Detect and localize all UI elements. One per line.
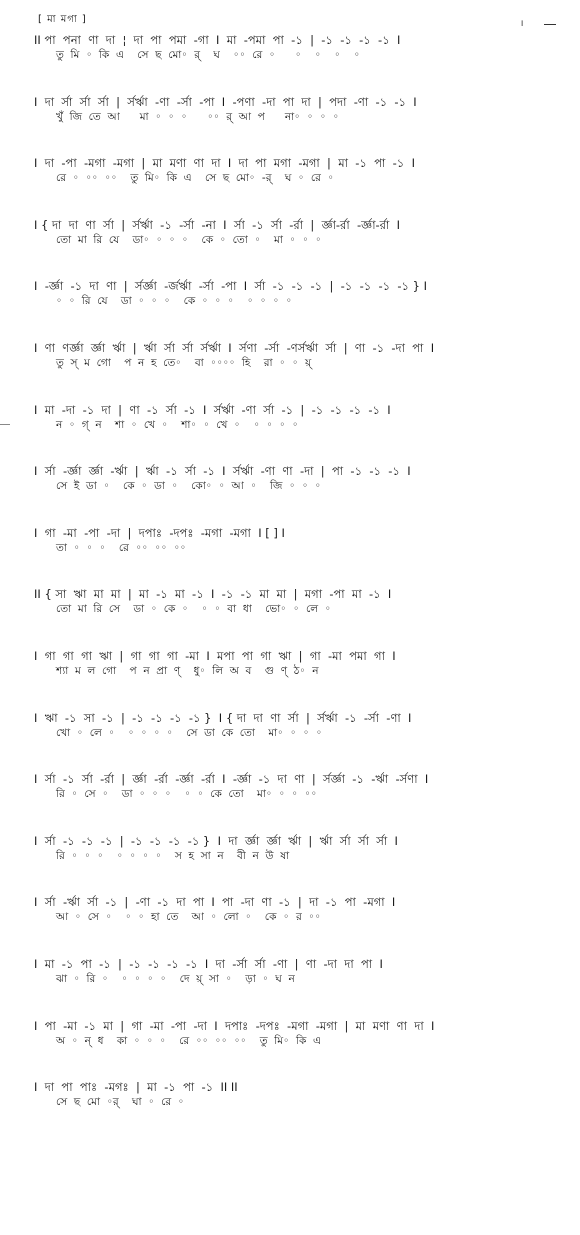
swara-line: I র্সা -র্জ্ঞা র্জ্ঞা -র্ঋা | র্ঋা -১ র্সা -১ I র্সর্ঋা -ণা ণা -দা | পা -১ -১ -১ I [34,464,411,479]
lyric-line: খুঁ জি তে আ মা ◦ ◦ ◦ ◦◦ র্ আ প না◦ ◦ ◦ ◦ [56,110,339,123]
lyric-line: তো মা রি সে ডা ◦ কে ◦ ◦ ◦ বা ধা ভো◦ ◦ লে ◦ [56,603,331,616]
lyric-line: সে ছ মো ◦র্ ঘা ◦ রে ◦ [56,1096,185,1109]
notation-block [34,1018,552,1080]
lyric-line: অ ◦ ন্ ধ কা ◦ ◦ ◦ রে ◦◦ ◦◦ ◦◦ তু মি◦ কি এ [56,1034,322,1047]
lyric-line: সে ই ডা ◦ কে ◦ ডা ◦ কো◦ ◦ আ ◦ জি ◦ ◦ ◦ [56,480,322,493]
notation-block [34,94,552,156]
notation-block [34,710,552,772]
swara-line: II { সা ঋা মা মা | মা -১ মা -১ I -১ -১ মা মা | মগা -পা মা -১ I [34,587,392,602]
notation-block [34,586,552,648]
notation-block [34,155,552,217]
lyric-line: শ্যা ম ল গো প ন প্রা ণ্ ধু◦ লি অ ব গু ণ্ ঠ◦ ন [56,664,319,677]
swara-line: I গা -মা -পা -দা | দপাঃ -দপঃ -মগা -মগা I [ ] I [34,525,285,540]
lyric-line: তো মা রি যে ডা◦ ◦ ◦ ◦ কে ◦ তো ◦ মা ◦ ◦ ◦ [56,233,322,246]
swara-line: I মা -দা -১ দা | ণা -১ র্সা -১ I র্সর্ঋা -ণা র্সা -১ | -১ -১ -১ -১ I [34,402,391,417]
swara-line: I দা পা পাঃ -মগঃ | মা -১ পা -১ II II [34,1080,238,1095]
swara-line: I র্সা -র্ঋা র্সা -১ | -ণা -১ দা পা I পা -দা ণা -১ | দা -১ পা -মগা I [34,895,396,910]
corner-mark: । [520,19,524,29]
lyric-line: ঝা ◦ রি ◦ ◦ ◦ ◦ ◦ দে য়্ সা ◦ ড়া ◦ ঘ ন [56,972,295,985]
notation-block [34,278,552,340]
notation-block [34,525,552,587]
lyric-line: রে ◦ ◦◦ ◦◦ তু মি◦ কি এ সে ছ মো◦ -র্ ঘ ◦ রে ◦ [56,172,334,185]
lyric-line: রি ◦ সে ◦ ডা ◦ ◦ ◦ ◦ ◦ কে তো মা◦ ◦ ◦ ◦◦ [56,788,317,801]
swara-line: I পা -মা -১ মা | গা -মা -পা -দা I দপাঃ -দপঃ -মগা -মগা | মা মণা ণা দা I [34,1018,435,1033]
lyric-line: আ ◦ সে ◦ ◦ ◦ হা তে আ ◦ লো ◦ কে ◦ র ◦◦ [56,911,321,924]
swara-line: I { দা দা ণা র্সা | র্সর্ঋা -১ -র্সা -না I র্সা -১ র্সা -র্রা | র্জ্ঞা-র্রা -র্জ্ঞা-র্রা I [34,217,401,232]
swara-line: I -র্জ্ঞা -১ দা ণা | র্সর্জ্ঞা -র্জর্ঋা -র্সা -পা I র্সা -১ -১ -১ | -১ -১ -১ -১ } I [34,279,428,294]
notation-block [34,340,552,402]
swara-line: I দা র্সা র্সা র্সা | র্সর্ঋা -ণা -র্সা -পা I -পণা -দা পা দা | পদা -ণা -১ -১ I [34,94,417,109]
swara-line: I র্সা -১ র্সা -র্রা | র্জ্ঞা -র্রা -র্জ্ঞা -র্রা I -র্জ্ঞা -১ দা ণা | র্সর্জ্ঞা -১ -র্ঋা -র্সণা I [34,772,429,787]
notation-block [34,771,552,833]
lyric-line: খো ◦ লে ◦ ◦ ◦ ◦ ◦ সে ডা কে তো মা◦ ◦ ◦ ◦ [56,726,323,739]
swara-line: I ণা ণর্জ্ঞা র্জ্ঞা র্ঋা | র্ঋা র্সা র্সা র্সর্ঋা I র্সণা -র্সা -ণর্সর্ঋা র্সা | ণা -১ -দা পা I [34,340,435,355]
margin-tick [0,424,10,425]
swara-line: I র্সা -১ -১ -১ | -১ -১ -১ -১ } I দা র্জ্ঞা র্জ্ঞা র্ঋা | র্ঋা র্সা র্সা র্সা I [34,833,398,848]
lyric-line: ◦ ◦ রি যে ডা ◦ ◦ ◦ কে ◦ ◦ ◦ ◦ ◦ ◦ ◦ [56,295,292,308]
swara-line: I ঋা -১ সা -১ | -১ -১ -১ -১ } I { দা দা ণা র্সা | র্সর্ঋা -১ -র্সা -ণা I [34,710,412,725]
notation-block [34,1079,552,1141]
swara-line: I মা -১ পা -১ | -১ -১ -১ -১ I দা -র্সা র্সা -ণা | ণা -দা দা পা I [34,956,383,971]
corner-dash [544,24,556,25]
lyric-line: তু স্ ম গো প ন হ তে◦ বা ◦◦◦◦ হি রা ◦ ◦ য়্ [56,356,312,369]
notation-block [34,402,552,464]
swara-line: I গা গা গা ঋা | গা গা গা -মা I মপা পা গা ঋা | গা -মা পমা গা I [34,648,396,663]
notation-block [34,463,552,525]
lyric-line: তা ◦ ◦ ◦ রে ◦◦ ◦◦ ◦◦ [56,541,187,554]
swara-line: II পা পনা ণা দা ¦ দা পা পমা -গা I মা -পমা পা -১ | -১ -১ -১ -১ I [34,33,401,47]
raga-heading: [ মা মগা ] [38,14,87,25]
notation-block [34,833,552,895]
notation-block [34,648,552,710]
lyric-line: ন ◦ গ্ ন শা ◦ খে ◦ শা◦ ◦ খে ◦ ◦ ◦ ◦ ◦ [56,418,299,431]
lyric-line: তু মি ◦ কি এ সে ছ মো◦ র্ ঘ ◦◦ রে ◦ ◦ ◦ ◦ ◦ [56,49,360,61]
swara-line: I দা -পা -মগা -মগা | মা মণা ণা দা I দা পা মগা -মগা | মা -১ পা -১ I [34,156,415,171]
notation-block [34,217,552,279]
notation-block [34,956,552,1018]
notation-block [34,32,552,94]
notation-body [34,32,552,1141]
lyric-line: রি ◦ ◦ ◦ ◦ ◦ ◦ ◦ স হ সা ন বী ন উ ষা [56,849,290,862]
notation-block [34,894,552,956]
